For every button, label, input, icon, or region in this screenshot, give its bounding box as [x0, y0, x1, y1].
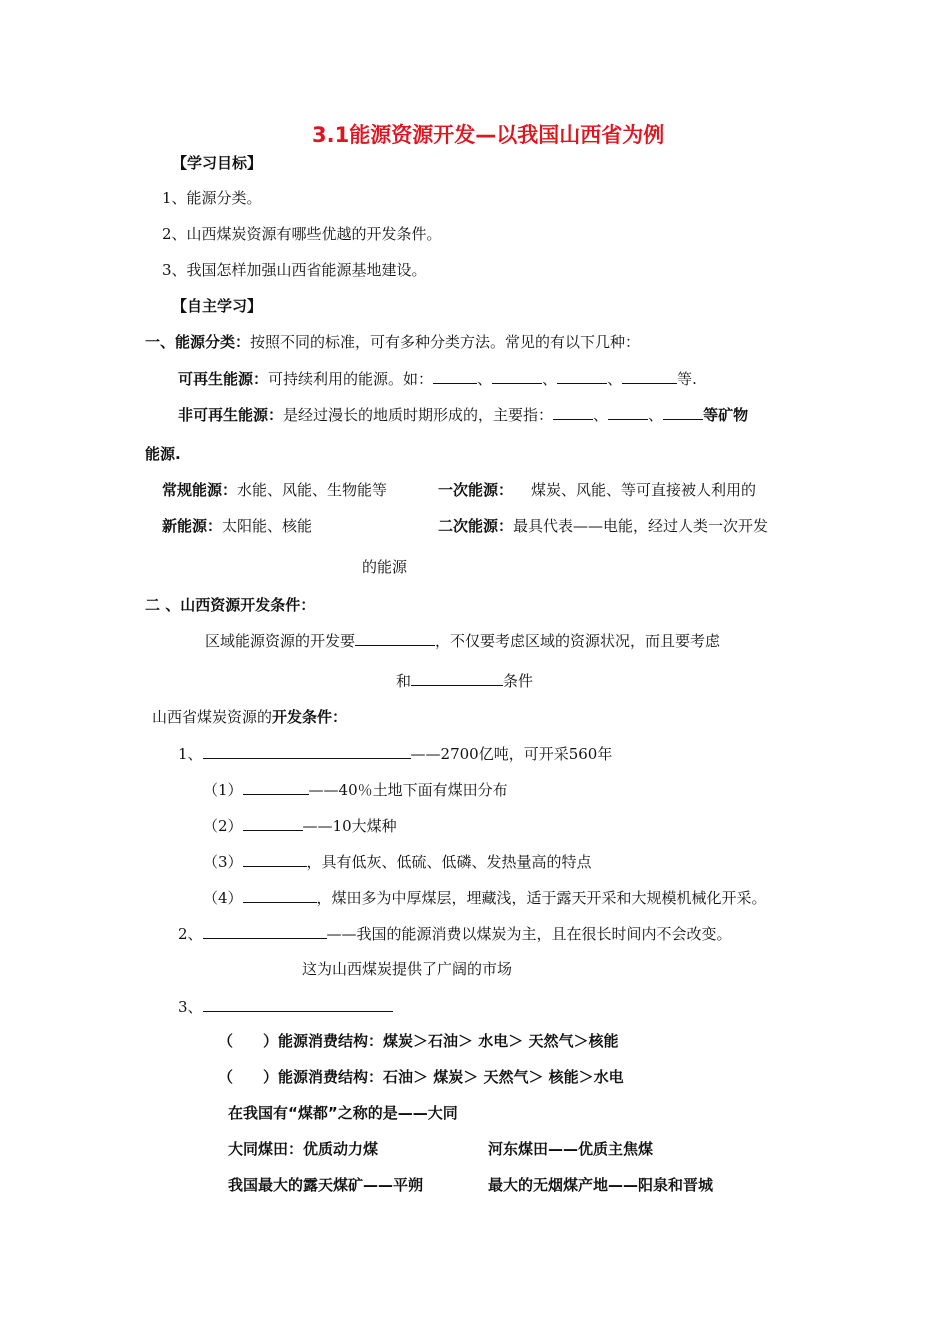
consumption-structure-2: （ ）能源消费结构：石油＞ 煤炭＞ 天然气＞ 核能＞水电: [218, 1068, 624, 1086]
blank-field[interactable]: [203, 996, 393, 1012]
blank-field[interactable]: [492, 368, 542, 384]
renewable-label: 可再生能源：: [178, 370, 269, 388]
section-heading-objectives: 【学习目标】: [172, 154, 263, 172]
objective-1: 1、能源分类。: [162, 189, 262, 207]
blank-field[interactable]: [553, 404, 593, 420]
sub-3-num: （3）: [203, 853, 243, 871]
part1-intro: [145, 332, 640, 352]
primary-line: [438, 480, 756, 500]
secondary-cont: 的能源: [362, 558, 408, 576]
primary-label: 一次能源：: [438, 481, 514, 499]
part2-line2-b: 条件: [503, 672, 534, 690]
separator: 、: [607, 370, 623, 388]
conventional-text: 水能、风能、生物能等: [237, 481, 388, 499]
condition-2: [178, 923, 732, 944]
blank-field[interactable]: [411, 670, 503, 686]
condition-3: [178, 996, 393, 1017]
sub-2-text: ——10大煤种: [302, 817, 397, 835]
sub-3-text: ，具有低灰、低硫、低磷、发热量高的特点: [306, 853, 592, 871]
consumption-structure-1: （ ）能源消费结构：煤炭＞石油＞ 水电＞ 天然气＞核能: [218, 1032, 619, 1050]
part2-line1-b: ，不仅要考虑区域的资源状况，而且要考虑: [435, 632, 721, 650]
blank-field[interactable]: [243, 815, 303, 831]
renewable-line: [178, 368, 697, 389]
nonrenewable-label: 非可再生能源：: [178, 406, 284, 424]
secondary-line: [438, 516, 768, 536]
objective-3: 3、我国怎样加强山西省能源基地建设。: [162, 261, 427, 279]
section-heading-self-study: 【自主学习】: [172, 297, 263, 315]
nonrenewable-line: [178, 404, 748, 425]
blank-field[interactable]: [663, 404, 703, 420]
part2-line2: [396, 670, 533, 691]
new-energy-line: [162, 516, 312, 536]
part2-heading: 二 、山西资源开发条件：: [145, 596, 316, 614]
blank-field[interactable]: [355, 630, 435, 646]
nonrenewable-text: 是经过漫长的地质时期形成的，主要指：: [283, 406, 554, 424]
fact-pingshuo: 我国最大的露天煤矿——平朔: [228, 1176, 424, 1194]
condition-2-num: 2、: [178, 925, 203, 943]
sub-4-text: ，煤田多为中厚煤层，埋藏浅，适于露天开采和大规模机械化开采。: [316, 889, 767, 907]
conditions-heading: [152, 707, 347, 727]
sub-1-num: （1）: [203, 781, 243, 799]
conventional-line: [162, 480, 387, 500]
sub-2-num: （2）: [203, 817, 243, 835]
nonrenewable-cont: 能源.: [145, 445, 181, 463]
separator: 、: [648, 406, 664, 424]
condition-2-text: ——我国的能源消费以煤炭为主，且在很长时间内不会改变。: [326, 925, 732, 943]
nonrenewable-end: 等矿物: [703, 406, 749, 424]
condition-3-num: 3、: [178, 998, 203, 1016]
fact-coal-capital: 在我国有“煤都”之称的是——大同: [228, 1104, 458, 1122]
conditions-b: 开发条件：: [272, 708, 348, 726]
condition-1-text: ——2700亿吨，可开采560年: [410, 745, 613, 763]
sub-condition-4: [203, 887, 767, 908]
renewable-end: 等.: [677, 370, 697, 388]
separator: 、: [593, 406, 609, 424]
blank-field[interactable]: [608, 404, 648, 420]
page-title: 3.1能源资源开发—以我国山西省为例: [312, 123, 665, 147]
blank-field[interactable]: [433, 368, 477, 384]
part2-line1: [205, 630, 720, 651]
fact-hedong: 河东煤田——优质主焦煤: [488, 1140, 654, 1158]
sub-condition-2: [203, 815, 397, 836]
objective-2: 2、山西煤炭资源有哪些优越的开发条件。: [162, 225, 442, 243]
part1-text: 按照不同的标准，可有多种分类方法。常见的有以下几种：: [250, 333, 641, 351]
condition-1: [178, 743, 612, 764]
part2-line2-a: 和: [396, 672, 412, 690]
blank-field[interactable]: [243, 851, 307, 867]
new-text: 太阳能、核能: [222, 517, 313, 535]
sub-condition-1: [203, 779, 508, 800]
fact-datong: 大同煤田：优质动力煤: [228, 1140, 379, 1158]
sub-condition-3: [203, 851, 592, 872]
primary-text: 煤炭、风能、等可直接被人利用的: [531, 481, 757, 499]
blank-field[interactable]: [622, 368, 677, 384]
conventional-label: 常规能源：: [162, 481, 238, 499]
blank-field[interactable]: [203, 923, 327, 939]
blank-field[interactable]: [243, 887, 317, 903]
part2-line1-a: 区域能源资源的开发要: [205, 632, 356, 650]
sub-1-text: ——40％土地下面有煤田分布: [308, 781, 508, 799]
condition-1-num: 1、: [178, 745, 203, 763]
blank-field[interactable]: [203, 743, 411, 759]
condition-2-cont: 这为山西煤炭提供了广阔的市场: [302, 960, 513, 978]
secondary-label: 二次能源：: [438, 517, 514, 535]
new-label: 新能源：: [162, 517, 223, 535]
part1-lead: 一、能源分类：: [145, 333, 251, 351]
blank-field[interactable]: [557, 368, 607, 384]
renewable-text: 可持续利用的能源。如：: [268, 370, 434, 388]
separator: 、: [542, 370, 558, 388]
fact-anthracite: 最大的无烟煤产地——阳泉和晋城: [488, 1176, 714, 1194]
secondary-text: 最具代表——电能，经过人类一次开发: [513, 517, 769, 535]
blank-field[interactable]: [243, 779, 309, 795]
separator: 、: [477, 370, 493, 388]
conditions-a: 山西省煤炭资源的: [152, 708, 273, 726]
sub-4-num: （4）: [203, 889, 243, 907]
